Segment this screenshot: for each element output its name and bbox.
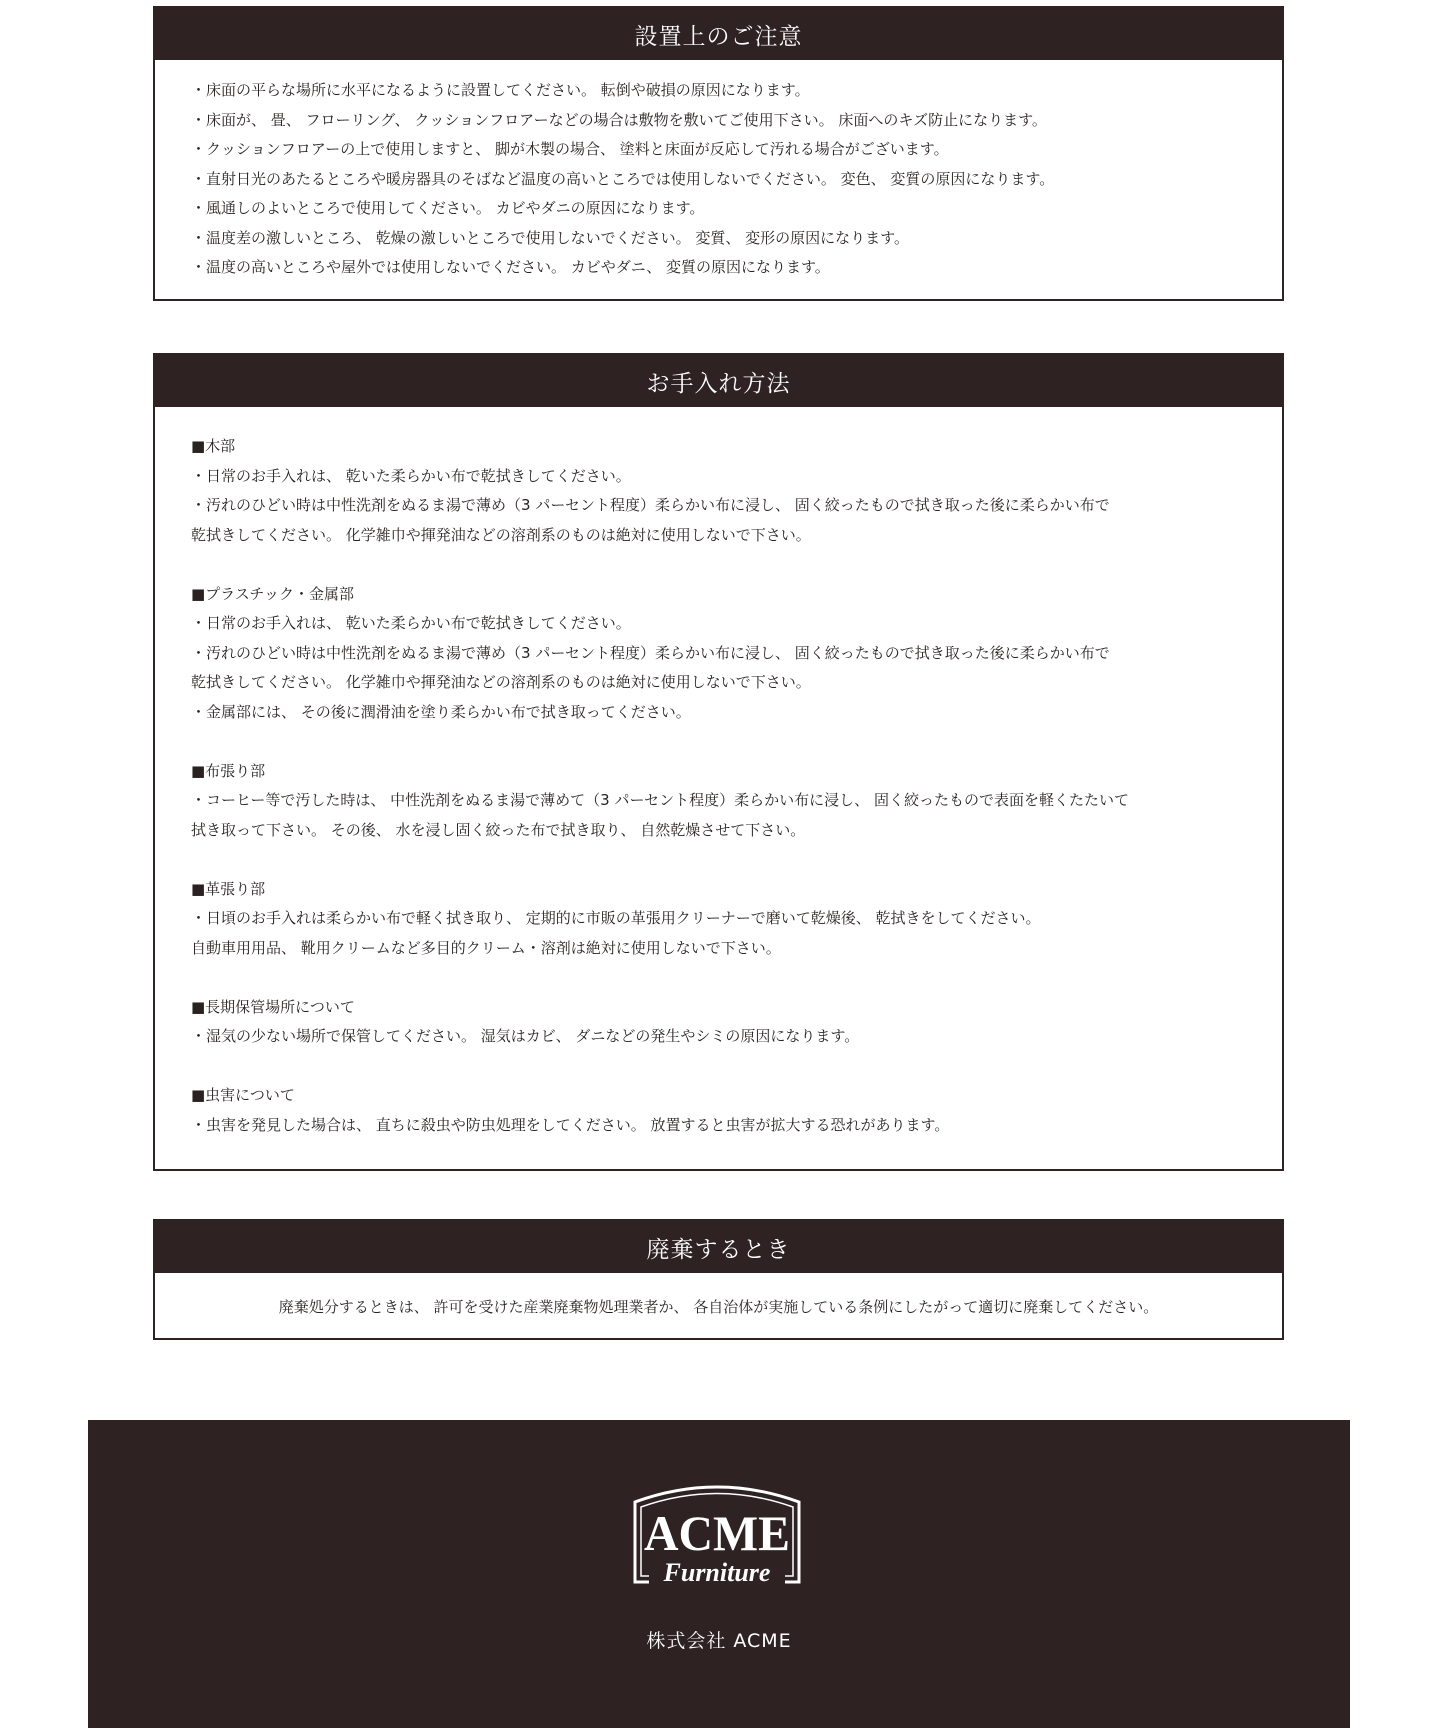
install-note-line: ・クッションフロアーの上で使用しますと、 脚が木製の場合、 塗料と床面が反応して汚れる場合がございます。 <box>191 140 949 158</box>
care-group-heading: ■木部 <box>191 437 236 455</box>
installation-notes-section <box>153 6 1284 301</box>
care-line: ・コーヒー等で汚した時は、 中性洗剤をぬるま湯で薄めて（3 パーセント程度）柔らかい布に浸し、 固く絞ったもので表面を軽くたたいて <box>191 791 1129 809</box>
care-line: ・湿気の少ない場所で保管してください。 湿気はカビ、 ダニなどの発生やシミの原因になります。 <box>191 1027 860 1045</box>
care-group-fabric <box>191 757 1246 846</box>
care-line: ・汚れのひどい時は中性洗剤をぬるま湯で薄め（3 パーセント程度）柔らかい布に浸し、 固く絞ったもので拭き取った後に柔らかい布で <box>191 496 1110 514</box>
logo-sub-text: Furniture <box>663 1558 771 1587</box>
install-note-line: ・温度の高いところや屋外では使用しないでください。 カビやダニ、 変質の原因になります。 <box>191 258 830 276</box>
disposal-text: 廃棄処分するときは、 許可を受けた産業廃棄物処理業者か、 各自治体が実施している条例にしたがって適切に廃棄してください。 <box>278 1298 1159 1316</box>
care-group-heading: ■プラスチック・金属部 <box>191 584 354 603</box>
care-line: ・金属部には、 その後に潤滑油を塗り柔らかい布で拭き取ってください。 <box>191 702 691 721</box>
installation-notes-title: 設置上のご注意 <box>155 8 1282 60</box>
care-group-plastic-metal <box>191 580 1246 728</box>
care-group-insects <box>191 1081 1246 1140</box>
care-line: ・虫害を発見した場合は、 直ちに殺虫や防虫処理をしてください。 放置すると虫害が拡大する恐れがあります。 <box>191 1115 950 1134</box>
care-line: ・汚れのひどい時は中性洗剤をぬるま湯で薄め（3 パーセント程度）柔らかい布に浸し、 固く絞ったもので拭き取った後に柔らかい布で <box>191 643 1110 662</box>
care-instructions-body <box>155 407 1282 1140</box>
care-line: 自動車用用品、 靴用クリームなど多目的クリーム・溶剤は絶対に使用しないで下さい。 <box>191 938 781 957</box>
install-note-line: ・床面が、 畳、 フローリング、 クッションフロアーなどの場合は敷物を敷いてご使用下さい。 床面へのキズ防止になります。 <box>191 110 1047 129</box>
install-note-line: ・風通しのよいところで使用してください。 カビやダニの原因になります。 <box>191 199 705 217</box>
company-name: 株式会社 ACME <box>646 1630 792 1652</box>
care-group-heading: ■革張り部 <box>191 879 266 898</box>
care-group-heading: ■布張り部 <box>191 761 266 780</box>
care-group-wood <box>191 432 1246 550</box>
install-note-line: ・温度差の激しいところ、 乾燥の激しいところで使用しないでください。 変質、 変形の原因になります。 <box>191 228 909 247</box>
install-note-line: ・床面の平らな場所に水平になるように設置してください。 転倒や破損の原因になります。 <box>191 81 810 99</box>
care-group-leather <box>191 875 1246 964</box>
disposal-title: 廃棄するとき <box>155 1221 1282 1273</box>
footer <box>88 1420 1350 1728</box>
care-instructions-section <box>153 353 1284 1171</box>
care-line: ・日常のお手入れは、 乾いた柔らかい布で乾拭きしてください。 <box>191 466 631 485</box>
disposal-body <box>155 1273 1282 1323</box>
disposal-section <box>153 1219 1284 1340</box>
care-line: ・日頃のお手入れは柔らかい布で軽く拭き取り、 定期的に市販の革張用クリーナーで磨いて乾燥後、 乾拭きをしてください。 <box>191 909 1041 927</box>
care-group-heading: ■虫害について <box>191 1086 295 1104</box>
care-line: ・日常のお手入れは、 乾いた柔らかい布で乾拭きしてください。 <box>191 614 631 632</box>
install-note-line: ・直射日光のあたるところや暖房器具のそばなど温度の高いところでは使用しないでください。 変色、 変質の原因になります。 <box>191 169 1055 188</box>
acme-furniture-logo <box>627 1478 807 1598</box>
care-group-heading: ■長期保管場所について <box>191 997 355 1016</box>
care-line: 拭き取って下さい。 その後、 水を浸し固く絞った布で拭き取り、 自然乾燥させて下さい。 <box>191 820 806 839</box>
care-line: 乾拭きしてください。 化学雑巾や揮発油などの溶剤系のものは絶対に使用しないで下さい。 <box>191 525 811 544</box>
care-instructions-title: お手入れ方法 <box>155 355 1282 407</box>
logo-main-text: ACME <box>644 1505 790 1561</box>
care-group-storage <box>191 993 1246 1052</box>
care-line: 乾拭きしてください。 化学雑巾や揮発油などの溶剤系のものは絶対に使用しないで下さい。 <box>191 673 811 691</box>
installation-notes-body <box>155 60 1282 283</box>
